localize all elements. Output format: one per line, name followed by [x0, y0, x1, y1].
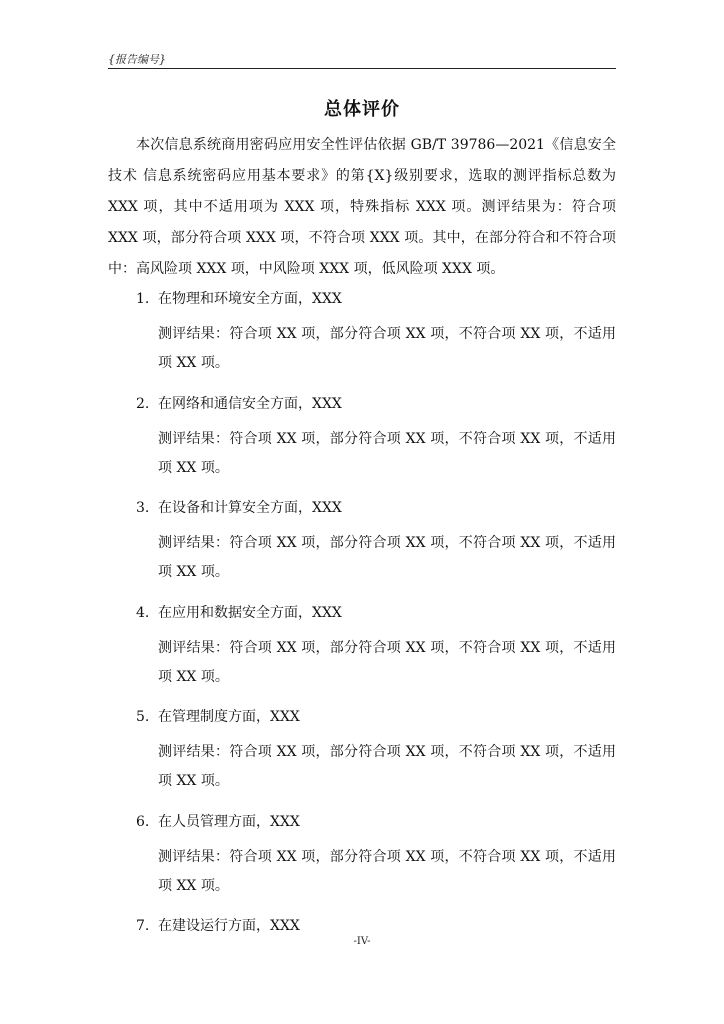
section-item [108, 810, 616, 915]
section-heading-text: 在人员管理方面，XXX [158, 813, 300, 830]
section-heading [108, 705, 616, 729]
section-number: 6. [136, 813, 150, 830]
section-heading-text: 在应用和数据安全方面，XXX [158, 604, 342, 621]
section-heading-text: 在物理和环境安全方面，XXX [158, 291, 342, 307]
section-list [108, 287, 616, 1019]
section-item [108, 496, 616, 601]
section-heading [108, 810, 616, 834]
section-heading-text: 在管理制度方面，XXX [158, 709, 300, 725]
section-result: 测评结果：符合项 XX 项，部分符合项 XX 项，不符合项 XX 项，不适用项 XX 项。 [158, 430, 616, 476]
section-number: 1. [136, 291, 150, 307]
section-heading [108, 496, 616, 520]
section-number: 5. [136, 709, 150, 725]
page-number: -IV- [353, 936, 371, 947]
section-item [108, 392, 616, 497]
section-heading-text: 在网络和通信安全方面，XXX [158, 395, 342, 412]
section-number: 7. [136, 918, 150, 934]
section-heading [108, 914, 616, 938]
intro-paragraph: 本次信息系统商用密码应用安全性评估依据 GB/T 39786—2021《信息安全技术 信息系统密码应用基本要求》的第{X}级别要求，选取的测评指标总数为 XXX 项，其中不适用项为 XXX 项，特殊指标 XXX 项。测评结果为：符合项 XXX 项，部分符合项 XXX 项，不符合项 XXX 项。其中，在部分符合和不符合项中：高风险项 XXX 项，中风险项 XXX 项，低风险项 XXX 项。 [108, 137, 616, 277]
section-number: 2. [136, 395, 150, 412]
section-heading [108, 601, 616, 625]
section-heading [108, 392, 616, 416]
section-item [108, 914, 616, 1019]
section-item [108, 705, 616, 810]
section-heading-text: 在设备和计算安全方面，XXX [158, 500, 342, 516]
section-result: 测评结果：符合项 XX 项，部分符合项 XX 项，不符合项 XX 项，不适用项 XX 项。 [158, 326, 616, 371]
section-item [108, 601, 616, 706]
section-result: 测评结果：符合项 XX 项，部分符合项 XX 项，不符合项 XX 项，不适用项 XX 项。 [158, 535, 616, 580]
section-result: 测评结果：符合项 XX 项，部分符合项 XX 项，不符合项 XX 项，不适用项 XX 项。 [158, 639, 616, 685]
section-result: 测评结果：符合项 XX 项，部分符合项 XX 项，不符合项 XX 项，不适用项 XX 项。 [158, 848, 616, 894]
header-rule [108, 68, 616, 69]
section-item [108, 287, 616, 392]
report-number-label: {报告编号} [108, 53, 166, 66]
section-heading [108, 287, 616, 311]
section-heading-text: 在建设运行方面，XXX [158, 918, 300, 934]
page-title: 总体评价 [324, 99, 400, 120]
section-number: 3. [136, 500, 150, 516]
section-number: 4. [136, 604, 150, 621]
section-result: 测评结果：符合项 XX 项，部分符合项 XX 项，不符合项 XX 项，不适用项 XX 项。 [158, 744, 616, 789]
